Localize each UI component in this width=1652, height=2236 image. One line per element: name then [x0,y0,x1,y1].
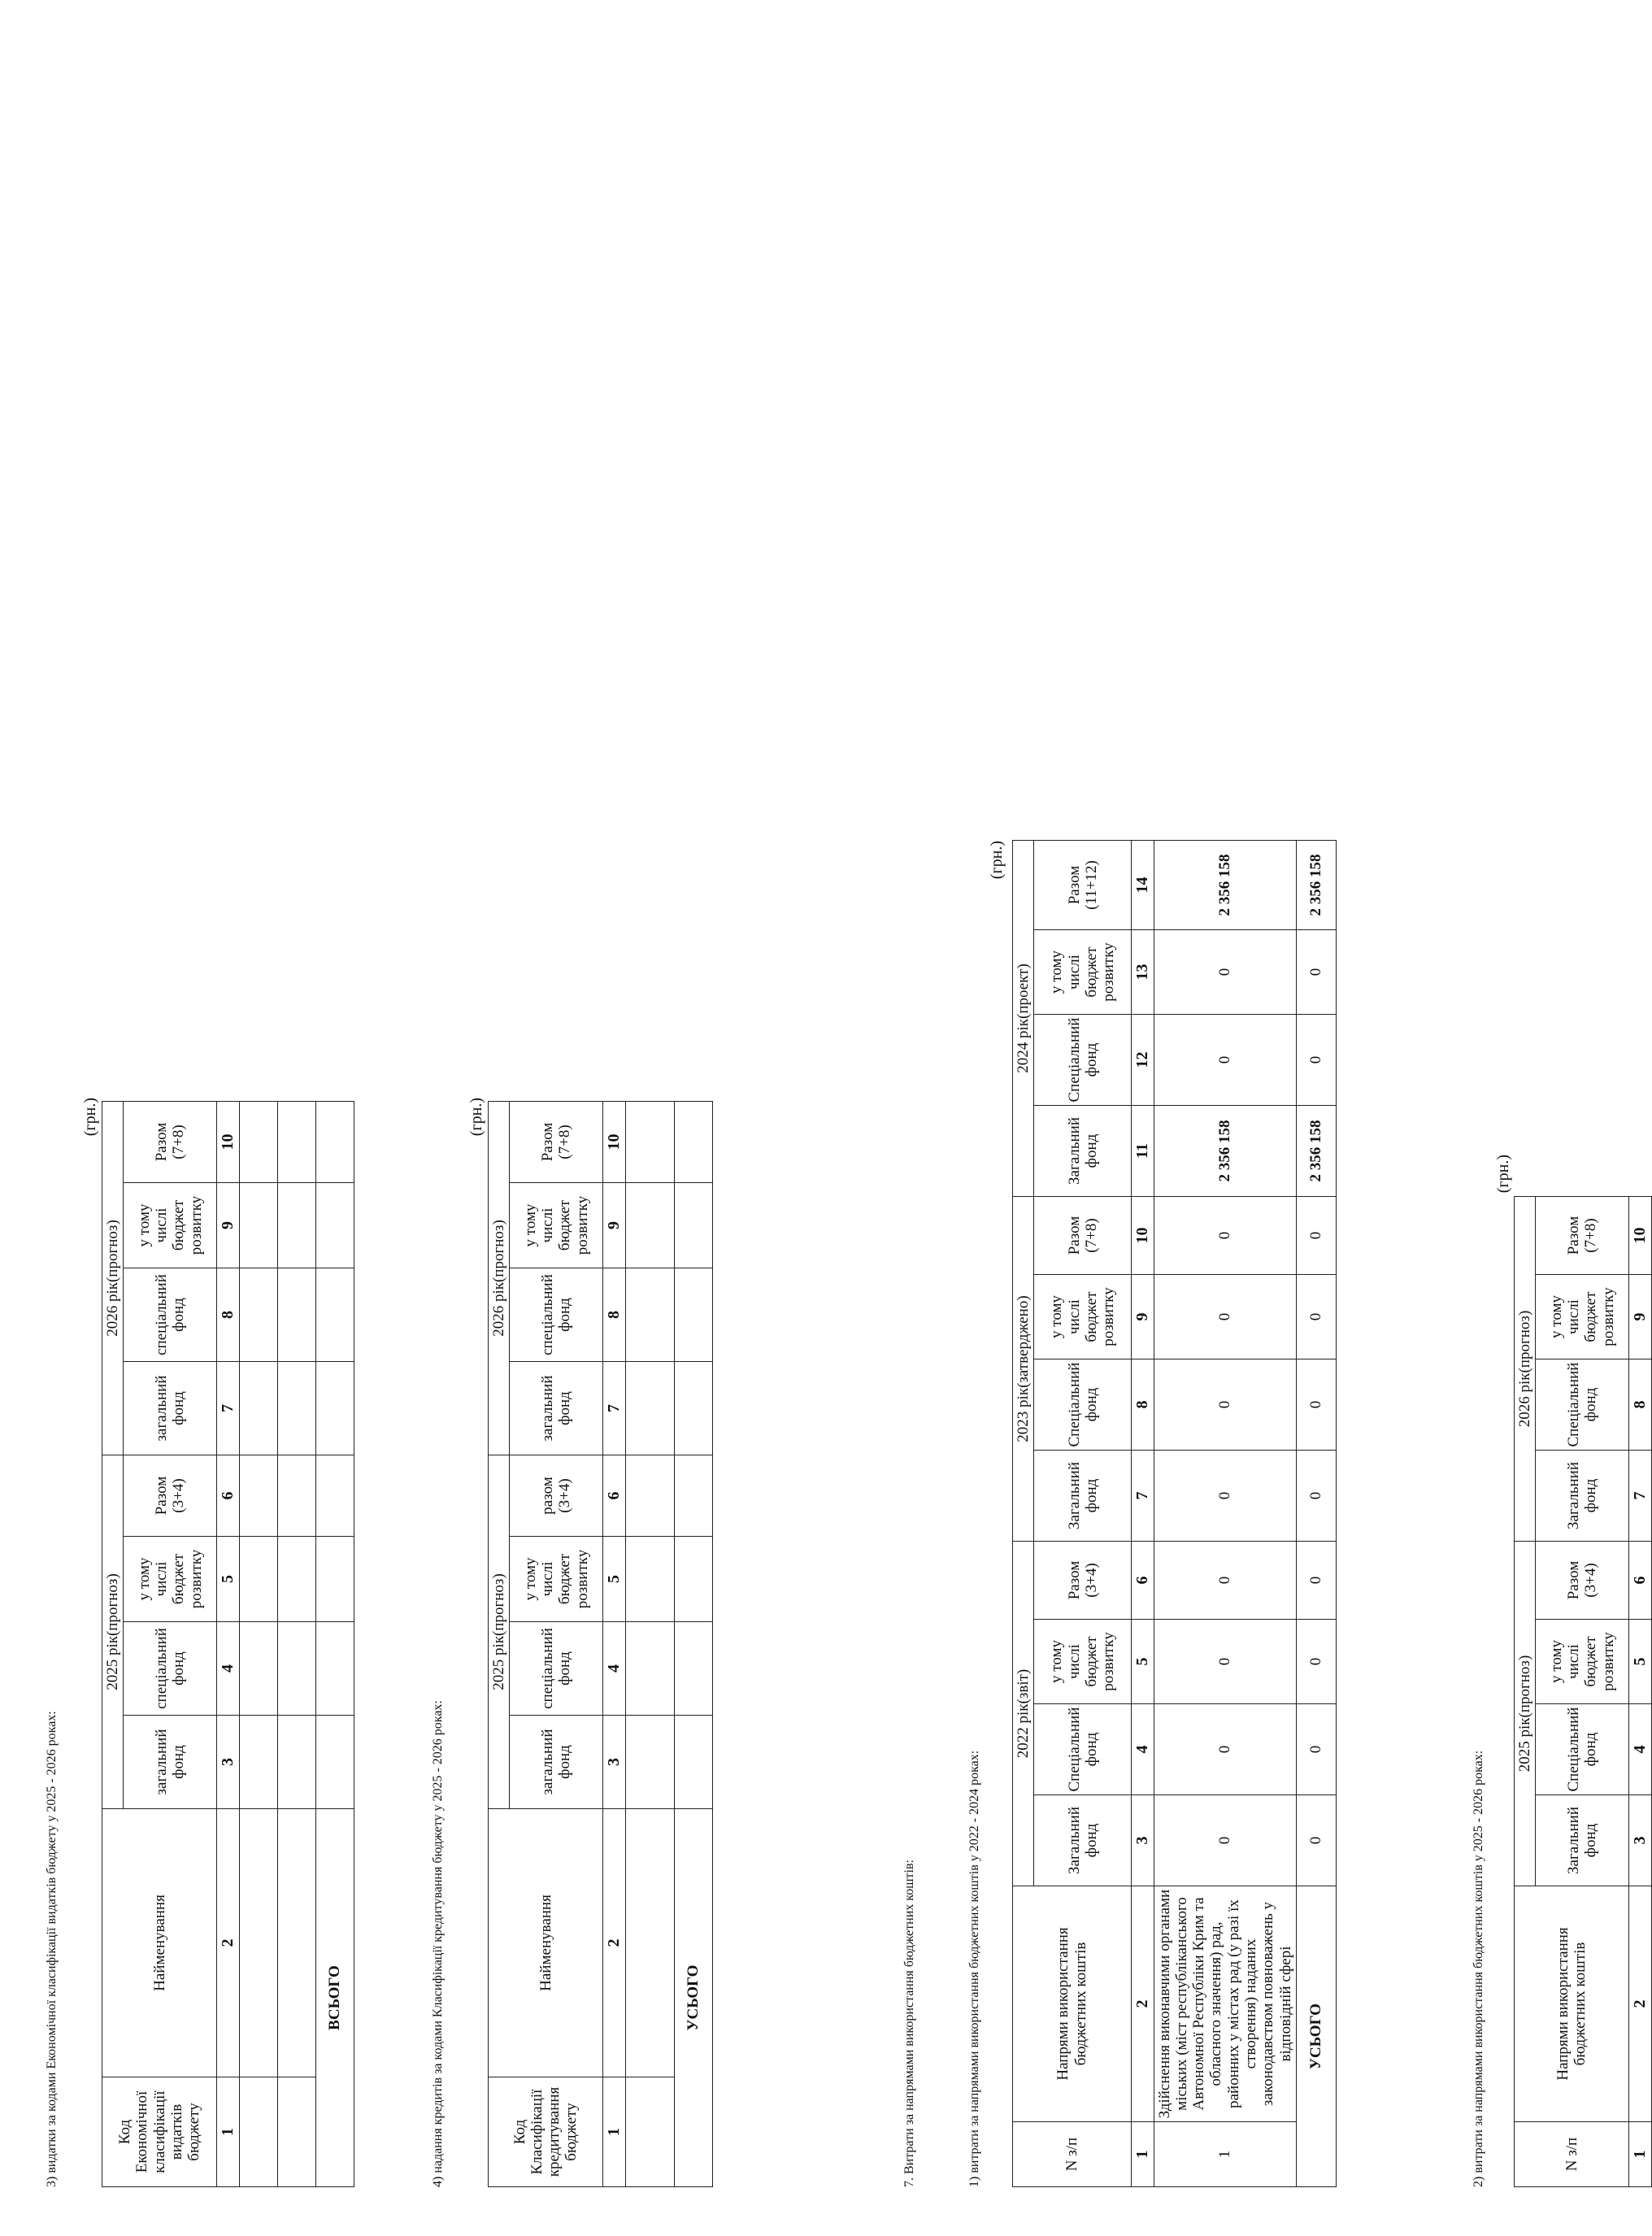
cell: 0 [1154,1197,1296,1275]
num-10: 10 [1132,1197,1154,1275]
cell [315,1537,354,1622]
num-3: 3 [603,1716,625,1809]
cell [239,1622,277,1716]
cell: 2 356 158 [1154,1106,1296,1197]
cell: 2 356 158 [1296,1106,1336,1197]
cell [239,1809,277,2077]
cell [239,1716,277,1809]
num-5: 5 [603,1537,625,1622]
table [102,1101,354,2187]
subcol-devbudget-2022: у тому числі бюджет розвитку [1034,1620,1132,1704]
group-header-2026: 2026 рік(прогноз) [489,1102,510,1455]
section-3-heading: 3) видатки за кодами Економічної класифікації видатків бюджету у 2025 - 2026 роках: [45,1711,59,2187]
cell: 0 [1154,1620,1296,1704]
subcol-special-2026: Спеціальний фонд [1536,1359,1629,1451]
table-row [625,1102,674,2187]
subcol-general-2024: Загальний фонд [1034,1106,1132,1197]
cell [315,1183,354,1268]
num-9: 9 [1132,1275,1154,1359]
group-header-2026: 2026 рік(прогноз) [1515,1197,1536,1542]
table [488,1101,713,2187]
group-header-2023: 2023 рік(затверджено) [1013,1197,1034,1542]
subcol-devbudget-2026: у тому числі бюджет розвитку [510,1183,603,1268]
num-7: 7 [1629,1451,1651,1542]
section-7-2-heading: 2) витрати за напрямами використання бюджетних коштів у 2025 - 2026 роках: [1472,1750,1485,2187]
cell [674,1183,712,1268]
num-6: 6 [217,1455,239,1537]
num-10: 10 [217,1102,239,1183]
subcol-general-2025: Загальний фонд [1536,1795,1629,1886]
cell [315,1455,354,1537]
cell [674,1716,712,1809]
num-6: 6 [1629,1542,1651,1620]
subcol-special-2025: спеціальний фонд [124,1622,217,1716]
num-10: 10 [1629,1197,1651,1275]
table-header-row [1515,1197,1536,2187]
cell [277,1102,315,1183]
col-header-num: N з/п [1515,2122,1629,2187]
table-section-7-1 [1012,840,1337,2187]
subcol-total-2026: Разом (7+8) [124,1102,217,1183]
table-row [277,1102,315,2187]
cell [315,1716,354,1809]
num-3: 3 [1132,1795,1154,1886]
cell [315,1268,354,1362]
cell: 0 [1154,1542,1296,1620]
group-header-2025: 2025 рік(прогноз) [1515,1542,1536,1886]
table-total-row [315,1102,354,2187]
cell: 2 356 158 [1296,841,1336,930]
cell [625,1537,674,1622]
num-5: 5 [1629,1620,1651,1704]
cell: 0 [1296,1542,1336,1620]
table-header-row [1013,841,1034,2187]
cell: 0 [1154,1359,1296,1451]
cell [239,1537,277,1622]
num-1: 1 [1629,2122,1651,2187]
subcol-devbudget-2025: у тому числі бюджет розвитку [1536,1620,1629,1704]
cell [674,1102,712,1183]
subcol-total-2025: Разом (3+4) [124,1455,217,1537]
group-header-2026: 2026 рік(прогноз) [102,1102,124,1455]
cell [277,1622,315,1716]
cell [315,1622,354,1716]
cell [277,1362,315,1455]
cell: 0 [1296,930,1336,1015]
num-9: 9 [1629,1275,1651,1359]
subcol-total-2025: разом (3+4) [510,1455,603,1537]
subcol-general-2025: загальний фонд [510,1716,603,1809]
subcol-devbudget-2025: у тому числі бюджет розвитку [124,1537,217,1622]
num-7: 7 [1132,1451,1154,1542]
table-numbering-row [1629,1197,1651,2187]
num-3: 3 [1629,1795,1651,1886]
cell [674,1537,712,1622]
row-direction-name: Здійснення виконавчими органами міських (міст республіканського Автономної Республіки Крим та обласного значення) рад, районних у містах рад (у разі їх створення) наданих законодавством повноважень у відповідній сфері [1154,1886,1296,2122]
cell [625,1716,674,1809]
total-label: УСЬОГО [674,1809,712,2187]
table-section-3 [102,1101,354,2187]
cell [625,1809,674,2077]
num-5: 5 [217,1537,239,1622]
num-2: 2 [1629,1886,1651,2122]
cell [239,1183,277,1268]
num-10: 10 [603,1102,625,1183]
num-2: 2 [217,1809,239,2077]
subcol-total-2026: Разом (7+8) [1536,1197,1629,1275]
subcol-special-2025: спеціальний фонд [510,1622,603,1716]
num-1: 1 [603,2077,625,2187]
col-header-code: Код Класифікації кредитування бюджету [489,2077,603,2187]
cell [239,1362,277,1455]
subcol-total-2026: Разом (7+8) [510,1102,603,1183]
table-numbering-row [1132,841,1154,2187]
col-header-directions: Напрями використання бюджетних коштів [1515,1886,1629,2122]
cell [625,2077,674,2187]
num-9: 9 [217,1183,239,1268]
num-7: 7 [217,1362,239,1455]
cell [277,1268,315,1362]
num-3: 3 [217,1716,239,1809]
subcol-devbudget-2024: у тому числі бюджет розвитку [1034,930,1132,1015]
cell: 0 [1296,1704,1336,1795]
table [1012,840,1337,2187]
col-header-code: Код Економічної класифікації видатків бюджету [102,2077,217,2187]
cell: 0 [1296,1015,1336,1106]
cell [674,1455,712,1537]
cell: 0 [1296,1275,1336,1359]
cell [674,1622,712,1716]
num-7: 7 [603,1362,625,1455]
num-2: 2 [1132,1886,1154,2122]
table-section-7-2 [1514,1196,1652,2187]
currency-note-3: (грн.) [988,841,1006,880]
cell [239,1268,277,1362]
num-9: 9 [603,1183,625,1268]
group-header-2025: 2025 рік(прогноз) [102,1455,124,1809]
currency-note-4: (грн.) [1494,1155,1512,1194]
num-1: 1 [217,2077,239,2187]
subcol-special-2026: спеціальний фонд [124,1268,217,1362]
subcol-devbudget-2023: у тому числі бюджет розвитку [1034,1275,1132,1359]
table-total-row [674,1102,712,2187]
cell [625,1622,674,1716]
subcol-total-2022: Разом (3+4) [1034,1542,1132,1620]
num-6: 6 [1132,1542,1154,1620]
num-14: 14 [1132,841,1154,930]
num-11: 11 [1132,1106,1154,1197]
cell: 0 [1296,1451,1336,1542]
subcol-total-2024: Разом (11+12) [1034,841,1132,930]
cell [315,1102,354,1183]
cell: 0 [1154,1451,1296,1542]
num-6: 6 [603,1455,625,1537]
subcol-general-2025: загальний фонд [124,1716,217,1809]
cell: 0 [1154,1015,1296,1106]
currency-note-1: (грн.) [81,1098,99,1137]
num-8: 8 [217,1268,239,1362]
num-13: 13 [1132,930,1154,1015]
subcol-general-2022: Загальний фонд [1034,1795,1132,1886]
num-8: 8 [603,1268,625,1362]
subcol-total-2023: Разом (7+8) [1034,1197,1132,1275]
cell [277,1455,315,1537]
cell [239,1455,277,1537]
subcol-devbudget-2025: у тому числі бюджет розвитку [510,1537,603,1622]
col-header-num: N з/п [1013,2122,1132,2187]
table-numbering-row [217,1102,239,2187]
subcol-total-2025: Разом (3+4) [1536,1542,1629,1620]
subcol-devbudget-2026: у тому числі бюджет розвитку [1536,1275,1629,1359]
cell [277,1716,315,1809]
num-4: 4 [1132,1704,1154,1795]
section-7-1-heading: 1) витрати за напрямами використання бюджетних коштів у 2022 - 2024 роках: [967,1750,981,2187]
subcol-general-2026: загальний фонд [510,1362,603,1455]
subcol-general-2026: Загальний фонд [1536,1451,1629,1542]
num-8: 8 [1629,1359,1651,1451]
cell: 0 [1154,930,1296,1015]
cell [277,2077,315,2187]
total-label: ВСЬОГО [315,1809,354,2187]
num-4: 4 [1629,1704,1651,1795]
cell [625,1183,674,1268]
col-header-name: Найменування [102,1809,217,2077]
num-2: 2 [603,1809,625,2077]
table [1514,1196,1652,2187]
num-8: 8 [1132,1359,1154,1451]
table-header-row [102,1102,124,2187]
col-header-name: Найменування [489,1809,603,2077]
cell [315,1362,354,1455]
cell [625,1455,674,1537]
table-total-row [1296,841,1336,2187]
table-row [239,1102,277,2187]
section-7-heading: 7. Витрати за напрямами використання бюджетних коштів: [902,1860,916,2187]
subcol-general-2023: Загальний фонд [1034,1451,1132,1542]
group-header-2024: 2024 рік(проект) [1013,841,1034,1197]
group-header-2022: 2022 рік(звіт) [1013,1542,1034,1886]
section-4-heading: 4) надання кредитів за кодами Класифікації кредитування бюджету у 2025 - 2026 роках: [431,1700,445,2187]
table-header-row [489,1102,510,2187]
cell: 0 [1296,1620,1336,1704]
subcol-devbudget-2026: у тому числі бюджет розвитку [124,1183,217,1268]
cell [239,2077,277,2187]
col-header-directions: Напрями використання бюджетних коштів [1013,1886,1132,2122]
cell [625,1362,674,1455]
cell: 0 [1154,1704,1296,1795]
subcol-special-2025: Спеціальний фонд [1536,1704,1629,1795]
table-section-4 [488,1101,713,2187]
cell [625,1268,674,1362]
cell [277,1537,315,1622]
table-numbering-row [603,1102,625,2187]
cell: 0 [1296,1795,1336,1886]
cell [277,1183,315,1268]
cell: 0 [1296,1359,1336,1451]
cell: 0 [1154,1275,1296,1359]
total-label: УСЬОГО [1296,1886,1336,2187]
num-5: 5 [1132,1620,1154,1704]
num-4: 4 [603,1622,625,1716]
cell [674,1362,712,1455]
subcol-special-2022: Спеціальний фонд [1034,1704,1132,1795]
cell [674,1268,712,1362]
cell: 0 [1154,1795,1296,1886]
num-1: 1 [1132,2122,1154,2187]
num-12: 12 [1132,1015,1154,1106]
table-row [1154,841,1296,2187]
cell: 0 [1296,1197,1336,1275]
cell [277,1809,315,2077]
subcol-special-2024: Спеціальний фонд [1034,1015,1132,1106]
currency-note-2: (грн.) [467,1098,485,1137]
num-4: 4 [217,1622,239,1716]
cell [625,1102,674,1183]
cell: 2 356 158 [1154,841,1296,930]
subcol-general-2026: загальний фонд [124,1362,217,1455]
cell [239,1102,277,1183]
group-header-2025: 2025 рік(прогноз) [489,1455,510,1809]
subcol-special-2023: Спеціальний фонд [1034,1359,1132,1451]
row-number: 1 [1154,2122,1296,2187]
subcol-special-2026: спеціальний фонд [510,1268,603,1362]
